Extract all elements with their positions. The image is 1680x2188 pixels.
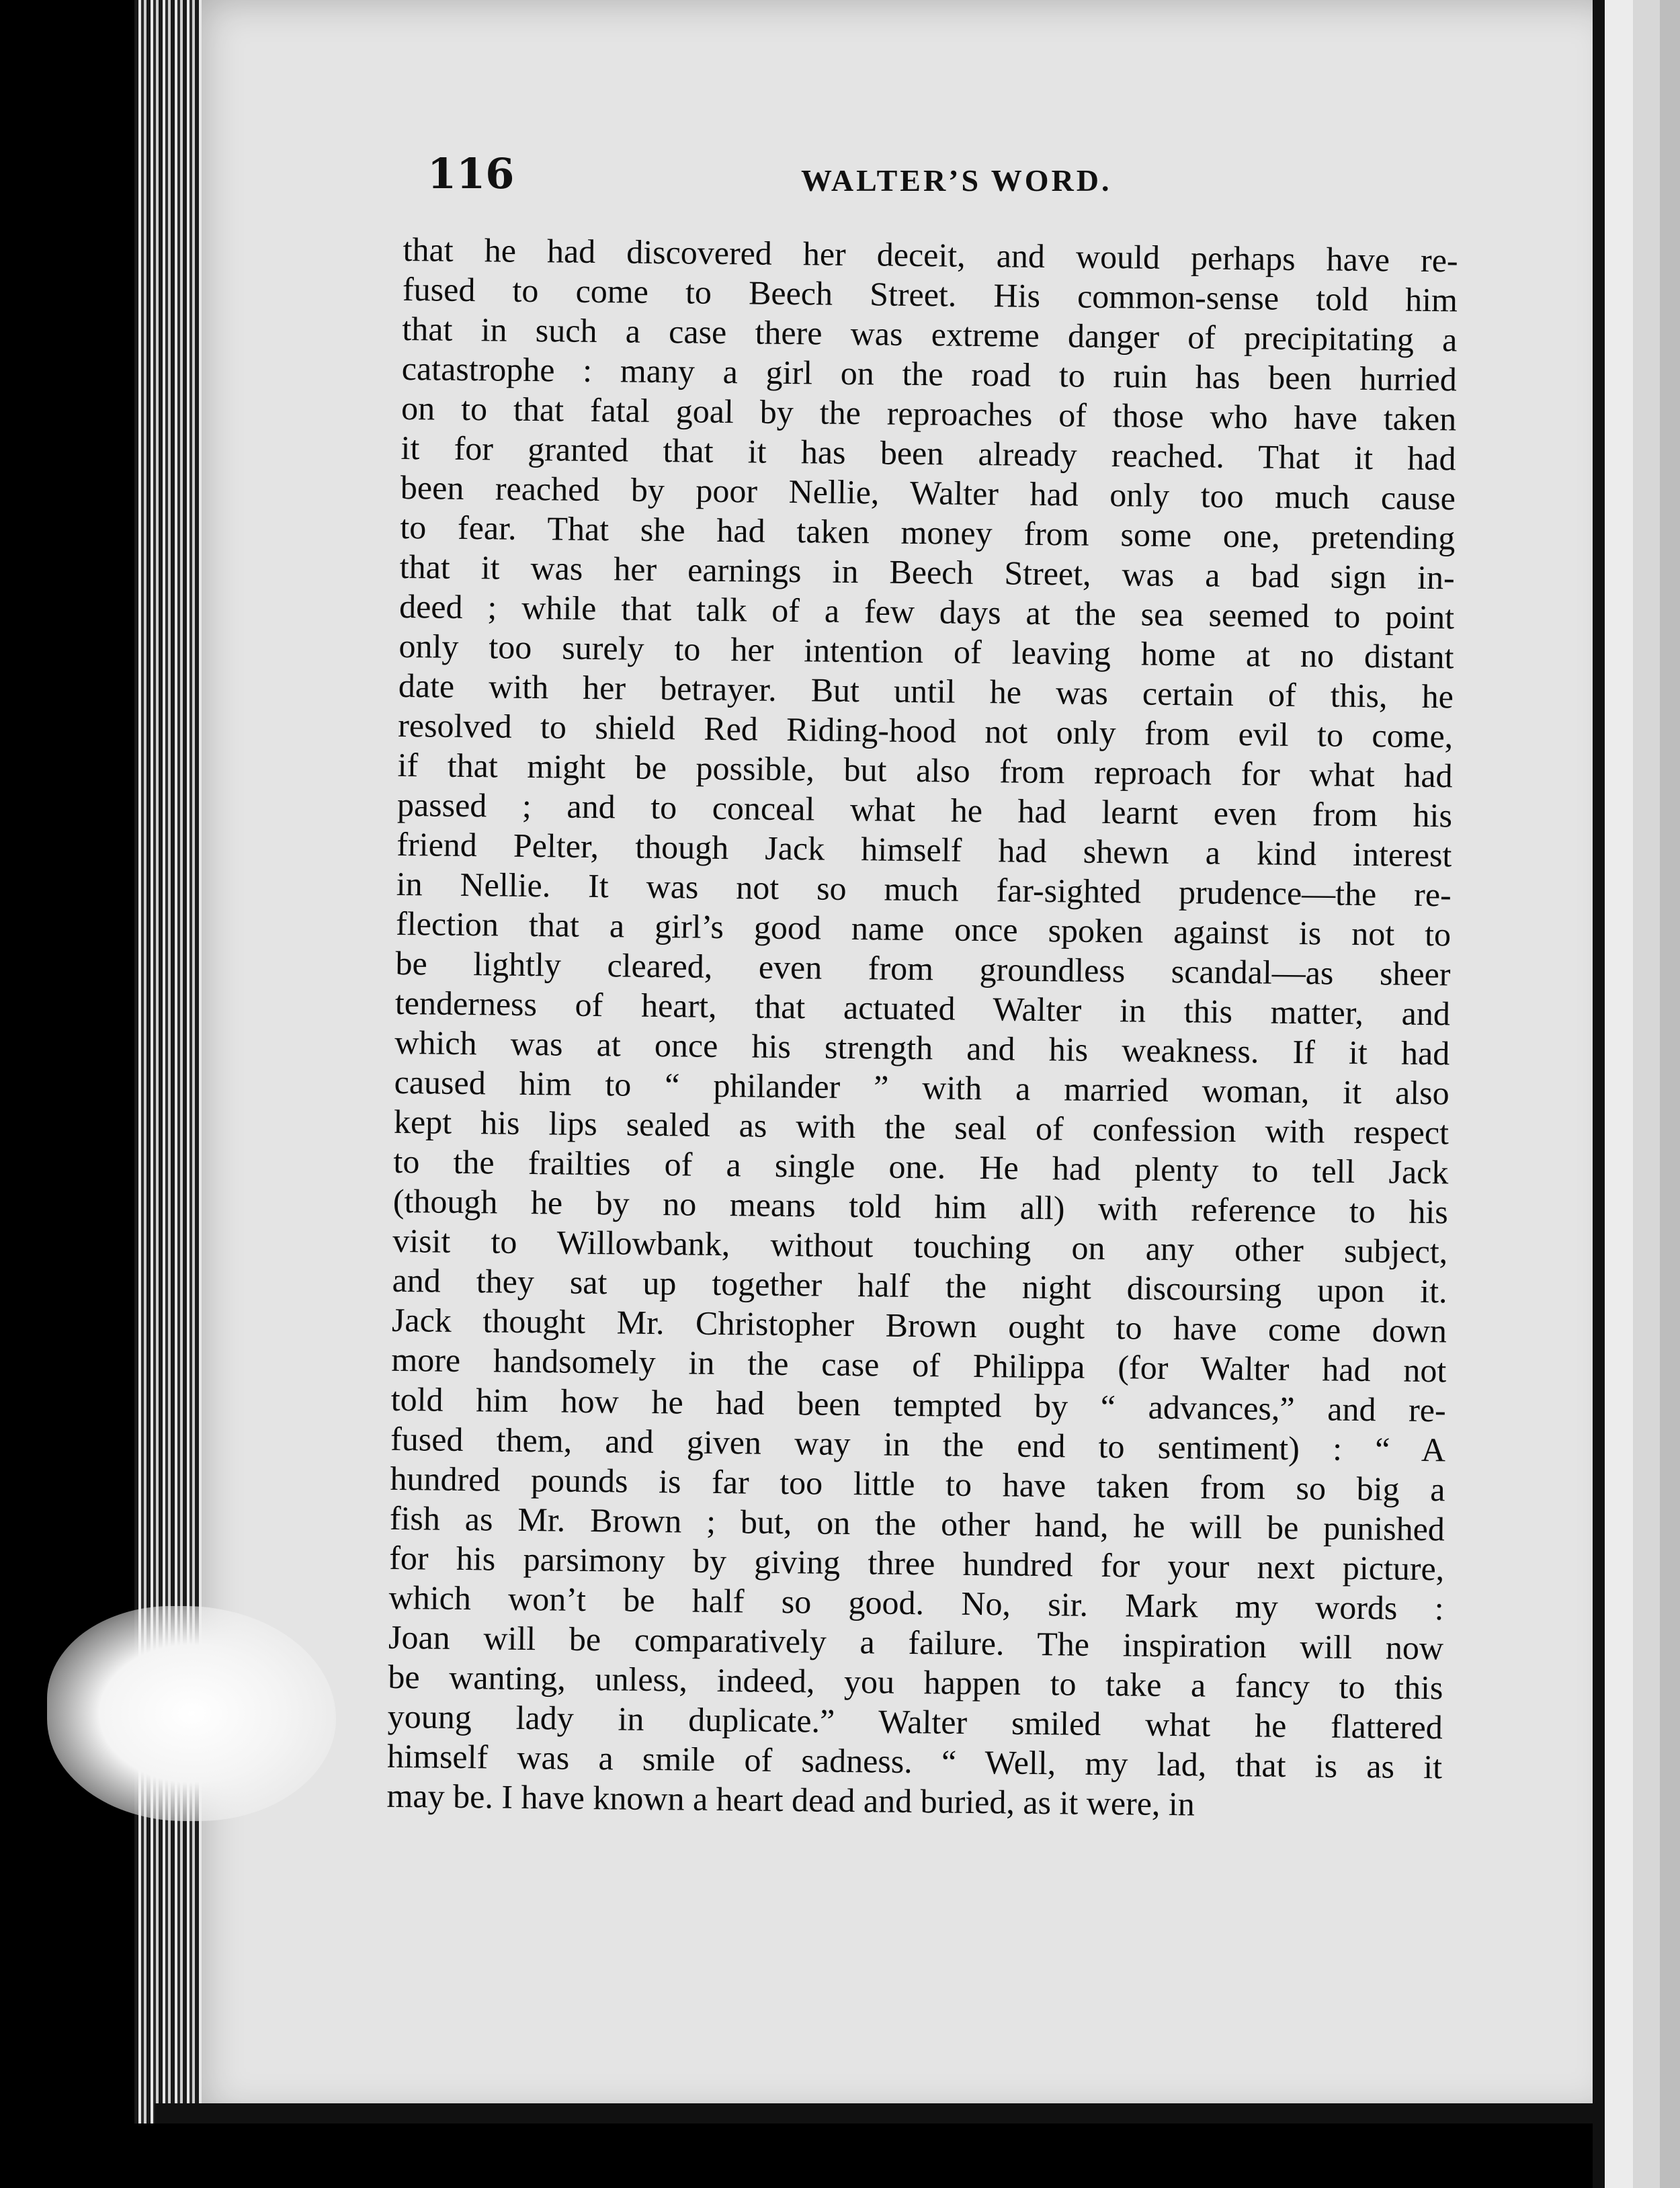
text-line: hundred pounds is far too little to have taken from so big a [390,1459,1445,1509]
text-line: be wanting, unless, indeed, you happen to take a fancy to this [388,1657,1443,1707]
text-line: visit to Willowbank, without touching on any other subject, [392,1221,1448,1271]
text-line: only too surely to her intention of leaving home at no distant [398,626,1454,676]
text-line: Jack thought Mr. Christopher Brown ought to have come down [391,1300,1447,1350]
text-line: (though he by no means told him all) with reference to his [392,1181,1449,1231]
text-line: kept his lips sealed as with the seal of confession with respect [393,1102,1450,1152]
text-line: friend Pelter, though Jack himself had shewn a kind interest [396,825,1452,874]
text-line: caused him to “ philander ” with a married woman, it also [394,1062,1450,1112]
text-line: that in such a case there was extreme danger of precipitating a [402,309,1458,359]
facing-page-edge [1593,0,1680,2188]
running-head: WALTER’S WORD. [801,163,1112,198]
text-line: be lightly cleared, even from groundless scandal—as sheer [395,943,1451,993]
body-text [386,230,1458,1826]
text-line: may be. I have known a heart dead and buried, as it were, in [386,1776,1195,1823]
text-line: fish as Mr. Brown ; but, on the other hand, he will be punished [389,1499,1445,1548]
text-line: Joan will be comparatively a failure. The inspiration will now [388,1617,1444,1667]
text-line: it for granted that it has been already reached. That it had [401,428,1456,478]
text-line: if that might be possible, but also from reproach for what had [397,745,1453,795]
text-line: on to that fatal goal by the reproaches of those who have taken [401,388,1457,438]
text-line: to the frailties of a single one. He had plenty to tell Jack [393,1142,1449,1191]
text-line: for his parsimony by giving three hundred for your next picture, [389,1538,1445,1588]
text-line: which was at once his strength and his weakness. If it had [394,1023,1450,1072]
text-line: himself was a smile of sadness. “ Well, my lad, that is as it [386,1736,1443,1786]
text-line: more handsomely in the case of Philippa (for Walter had not [391,1340,1447,1390]
text-line: catastrophe : many a girl on the road to ruin has been hurried [401,349,1458,398]
text-line: fused them, and given way in the end to sentiment) : “ A [390,1419,1446,1469]
text-line: that it was her earnings in Beech Street, was a bad sign in- [399,547,1455,597]
text-line: deed ; while that talk of a few days at the sea seemed to point [398,587,1455,636]
text-line: resolved to shield Red Riding-hood not only from evil to come, [397,706,1454,755]
text-line: young lady in duplicate.” Walter smiled what he flattered [387,1697,1443,1747]
page-bottom-shadow [155,2103,1599,2123]
text-line: tenderness of heart, that actuated Walter in this matter, and [394,983,1451,1033]
text-line: been reached by poor Nellie, Walter had only too much cause [400,468,1456,517]
text-line: that he had discovered her deceit, and would perhaps have re- [403,230,1458,280]
text-line: in Nellie. It was not so much far-sighted prudence—the re- [396,864,1452,914]
text-line: passed ; and to conceal what he had learnt even from his [396,785,1453,835]
text-line: fused to come to Beech Street. His common-sense told him [402,269,1458,319]
text-line: and they sat up together half the night discoursing upon it. [392,1261,1447,1310]
text-line: told him how he had been tempted by “ advances,” and re- [390,1380,1446,1429]
page-number: 116 [427,149,515,198]
text-line: date with her betrayer. But until he was certain of this, he [398,666,1454,716]
text-line: to fear. That she had taken money from some one, pretending [400,507,1456,557]
text-line: flection that a girl’s good name once spoken against is not to [395,904,1452,954]
page-header [427,149,1442,203]
text-line: which won’t be half so good. No, sir. Mark my words : [388,1578,1444,1628]
